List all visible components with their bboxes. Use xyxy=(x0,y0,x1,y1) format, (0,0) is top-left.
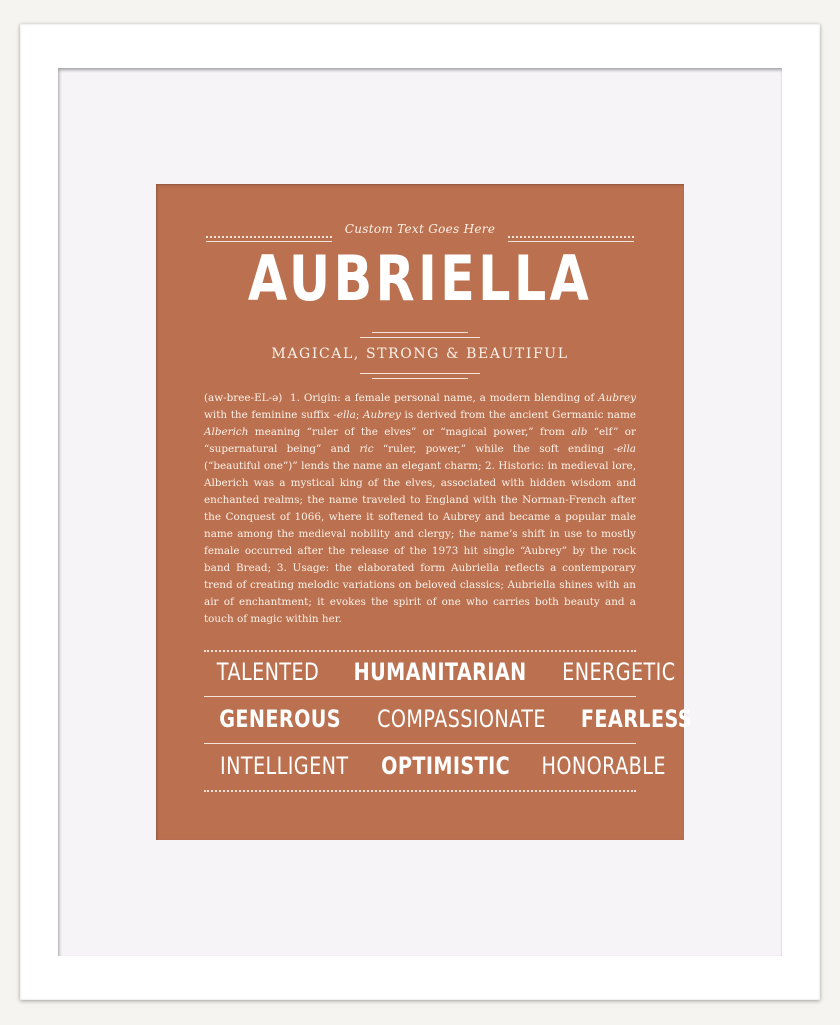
definition-text: “elf” or “supernatural being” and xyxy=(204,426,636,455)
custom-text: Custom Text Goes Here xyxy=(344,222,496,236)
name-title: AUBRIELLA xyxy=(247,242,593,315)
traits-bottom-dotted-rule xyxy=(204,790,636,792)
trait-word: ENERGETIC xyxy=(562,658,676,686)
definition-italic: ric xyxy=(359,443,374,455)
definition-text: is derived from the ancient Germanic name xyxy=(404,409,636,421)
tagline-underline-2 xyxy=(372,378,468,379)
definition-italic: Aubrey xyxy=(363,409,401,421)
pronunciation: (aw-bree-EL-ə) xyxy=(204,392,283,404)
definition-text: (“beautiful one”)” lends the name an elegant charm; 2. Historic: in medieval lore, Alberich was a mystical king of the elves, associated with hidden wisdom and enchanted realms; the name traveled to England with the Norman-French after the Conquest of 1066, where it softened to Aubrey and became a popular male name among the medieval nobility and clergy; the name’s shift in use to mostly female occurred after the release of the 1973 hit single “Aubrey” by the rock band Bread; 3. Usage: the elaborated form Aubriella reflects a contemporary trend of creating melodic variations on beloved classics; Aubriella shines with an air of enchantment; it evokes the spirit of one who carries both beauty and a touch of magic within her. xyxy=(204,460,636,625)
tagline: MAGICAL, STRONG & BEAUTIFUL xyxy=(271,346,569,362)
trait-word: GENEROUS xyxy=(219,705,342,733)
frame-mat xyxy=(58,68,782,956)
definition-text: with the feminine suffix xyxy=(204,409,330,421)
trait-word: FEARLESS xyxy=(581,705,693,733)
definition-italic: alb xyxy=(571,426,588,438)
traits-top-dotted-rule xyxy=(204,650,636,652)
definition-italic: Aubrey xyxy=(598,392,636,404)
definition-text: ; xyxy=(355,409,363,421)
definition-italic: -ella xyxy=(613,443,636,455)
trait-row-1 xyxy=(204,658,676,686)
definition-italic: -ella xyxy=(333,409,356,421)
definition-text: 1. Origin: a female personal name, a modern blending of xyxy=(290,392,595,404)
name-definition xyxy=(204,390,636,628)
traits-divider-2 xyxy=(204,743,636,744)
name-underline-1 xyxy=(372,332,468,333)
trait-row-3 xyxy=(204,752,666,780)
trait-word: HONORABLE xyxy=(541,752,666,780)
definition-text: meaning “ruler of the elves” or “magical power,” from xyxy=(254,426,565,438)
trait-word: INTELLIGENT xyxy=(220,752,349,780)
tagline-underline-1 xyxy=(360,373,480,374)
definition-text: “ruler, power,” while the soft ending xyxy=(382,443,605,455)
top-left-dotted-rule xyxy=(206,236,332,238)
trait-word: HUMANITARIAN xyxy=(353,658,527,686)
trait-word: TALENTED xyxy=(216,658,320,686)
trait-row-2 xyxy=(204,705,693,733)
definition-italic: Alberich xyxy=(204,426,249,438)
name-underline-2 xyxy=(360,337,480,338)
top-right-dotted-rule xyxy=(508,236,634,238)
name-print xyxy=(156,184,693,840)
trait-word: OPTIMISTIC xyxy=(380,752,510,780)
trait-word: COMPASSIONATE xyxy=(377,705,547,733)
picture-frame xyxy=(20,24,820,1000)
traits-divider-1 xyxy=(204,696,636,697)
